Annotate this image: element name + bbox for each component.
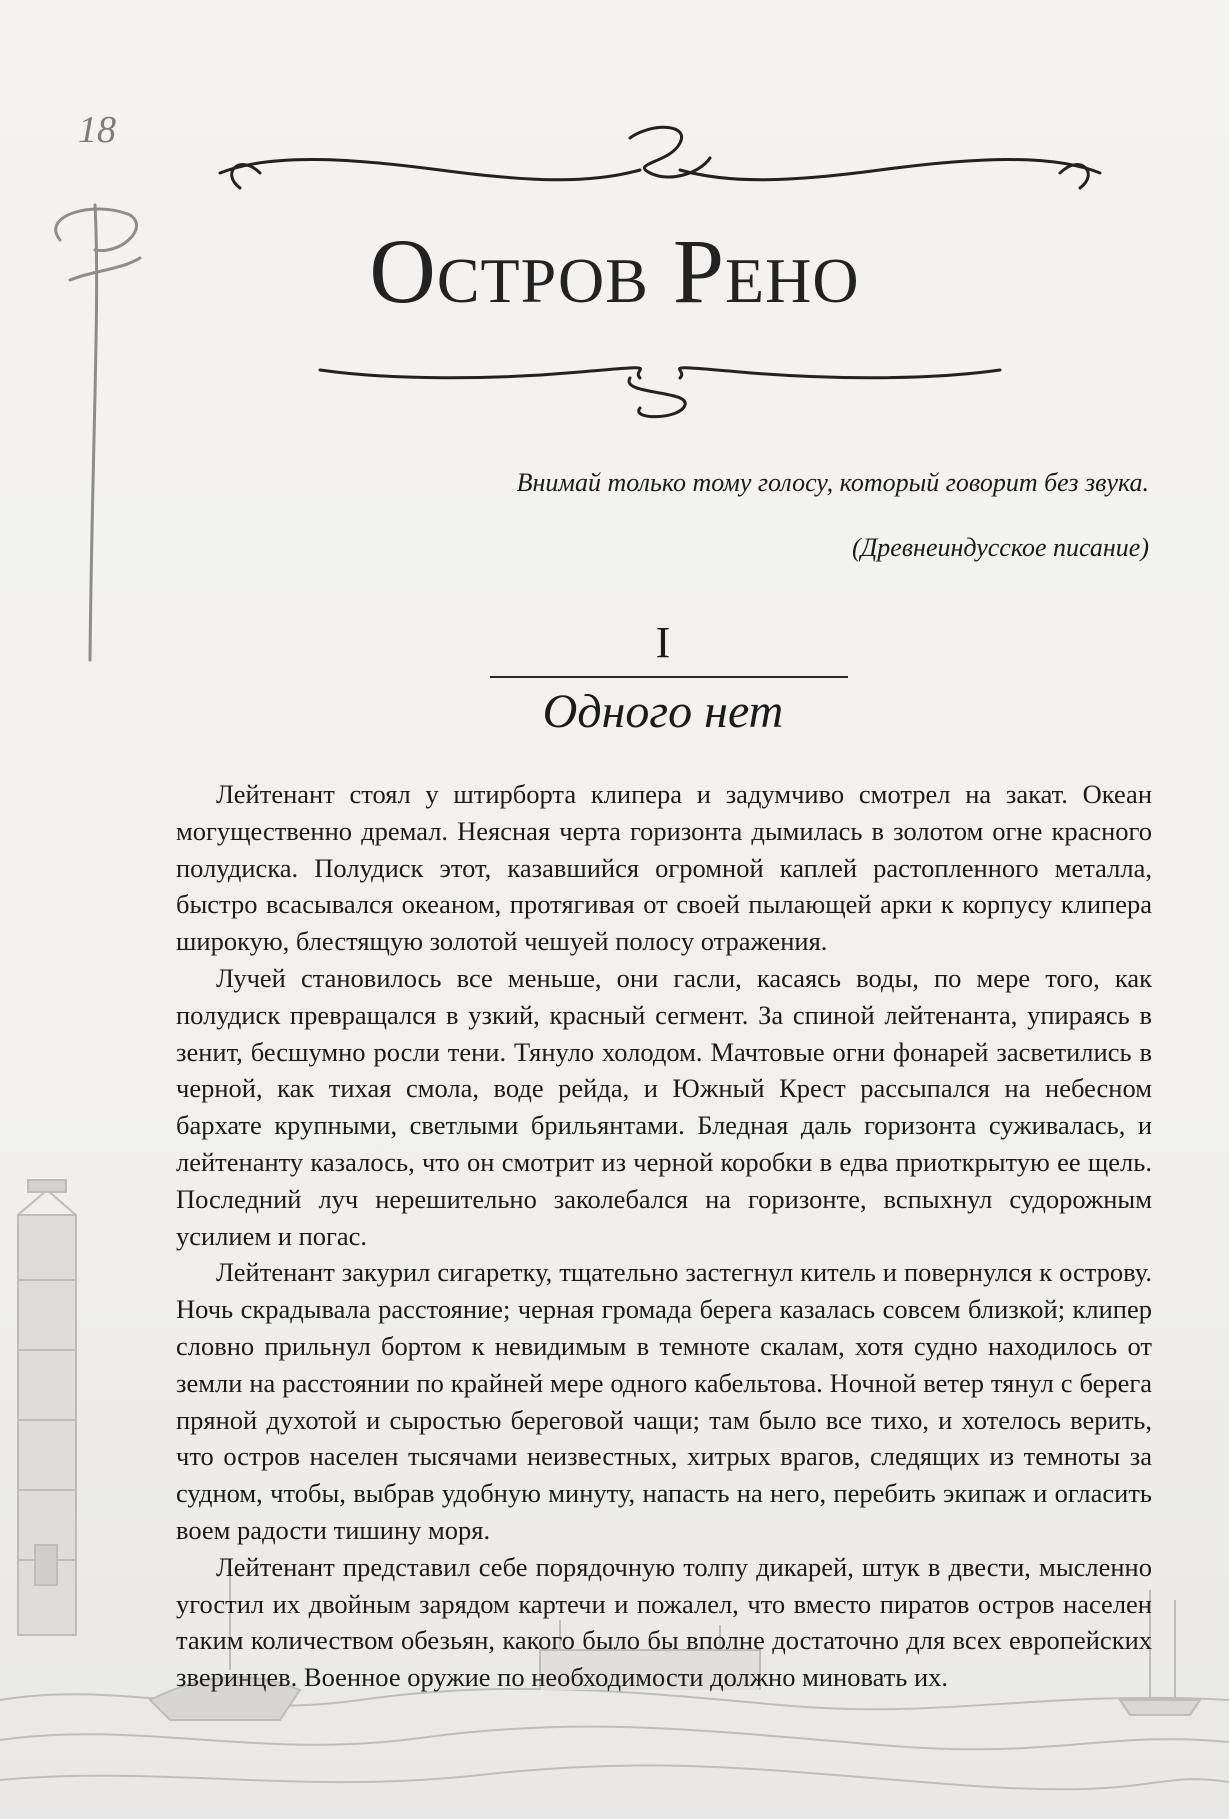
section-divider bbox=[490, 676, 848, 678]
ornament-bottom-flourish bbox=[310, 350, 1010, 430]
chapter-title: Остров Рено bbox=[369, 220, 860, 322]
paragraph: Лейтенант закурил сигаретку, тщательно застегнул китель и повернулся к острову. Ночь скрадывала расстояние; черная громада берега казалась совсем близкой; клипер словно прильнул бортом к невидимым в темноте скалам, хотя судно находилось от земли на расстоянии по крайней мере одного кабельтова. Ночной ветер тянул с берега пряной духотой и сыростью береговой чащи; там было все тихо, и хотелось верить, что остров населен тысячами неизвестных, хитрых врагов, следящих из темноты за судном, чтобы, выбрав удобную минуту, напасть на него, перебить экипаж и огласить воем радости тишину моря. bbox=[176, 1257, 1152, 1545]
section-numeral: I bbox=[655, 618, 671, 667]
paragraph: Лучей становилось все меньше, они гасли, касаясь воды, по мере того, как полудиск превращался в узкий, красный сегмент. За спиной лейтенанта, упираясь в зенит, бесшумно росли тени. Тянуло холодом. Мачтовые огни фонарей засветились в черной, как тихая смола, воде рейда, и Южный Крест рассыпался на небесном бархате крупными, светлыми брильянтами. Бледная даль горизонта суживалась, и лейтенанту казалось, что он смотрит из черной коробки в едва приоткрытую ее щель. Последний луч нерешительно заколебался на горизонте, вспыхнул судорожным усилием и погас. bbox=[176, 962, 1152, 1251]
paragraph: Лейтенант представил себе порядочную толпу дикарей, штук в двести, мысленно угостил их двойным зарядом картечи и пожалел, что вместо пиратов остров населен таким количеством обезьян, какого было бы вполне достаточно для всех европейских зверинцев. Военное оружие по необходимости должно миновать их. bbox=[176, 1551, 1152, 1693]
section-subtitle: Одного нет bbox=[542, 685, 784, 738]
body-text bbox=[176, 776, 1152, 1696]
epigraph-source: (Древнеиндусское писание) bbox=[852, 533, 1149, 562]
epigraph-text: Внимай только тому голосу, который говорит без звука. bbox=[516, 468, 1149, 497]
paragraph: Лейтенант стоял у штирборта клипера и задумчиво смотрел на закат. Океан могущественно дремал. Неясная черта горизонта дымилась в золотом огне красного полудиска. Полудиск этот, казавшийся огромной каплей растопленного металла, быстро всасывался океаном, протягивая от своей пылающей арки к корпусу клипера широкую, блестящую золотой чешуей полосу отражения. bbox=[176, 779, 1152, 957]
ornament-top-flourish bbox=[210, 118, 1110, 218]
page-number: 18 bbox=[78, 109, 116, 151]
